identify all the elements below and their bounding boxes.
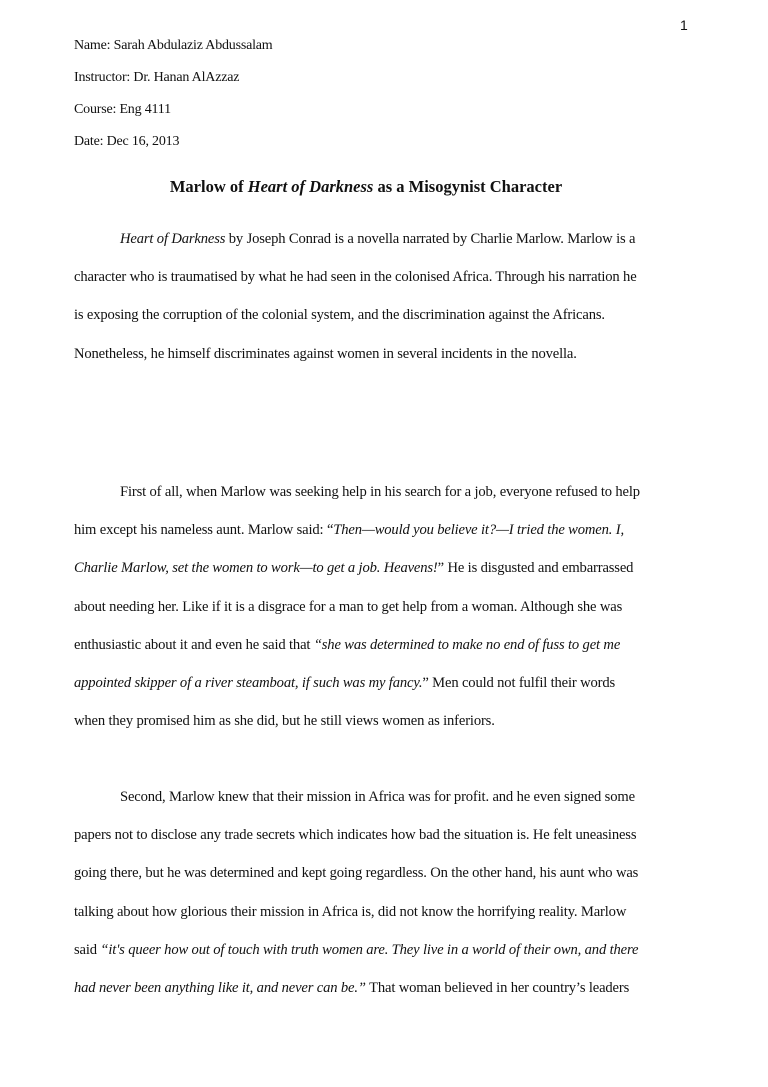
instructor-name: Instructor: Dr. Hanan AlAzzaz [74,70,240,85]
page-number: 1 [680,17,688,33]
quoted-text: Heart of Darkness [120,231,226,247]
essay-title: Marlow of Heart of Darkness as a Misogynist Character [169,177,563,196]
paragraph-2-line [74,675,615,692]
paragraph-3-line [74,980,629,997]
paragraph-1-line [120,231,635,248]
body-text: talking about how glorious their mission in Africa is, did not know the horrifying reality. Marlow [74,903,627,920]
quoted-text: Then—would you believe it?—I tried the women. I, [333,522,624,539]
body-text: said [74,941,101,958]
body-text: ” Men could not fulfil their words [422,675,616,691]
body-text: Second, Marlow knew that their mission in Africa was for profit. and he even signed some [120,789,635,805]
paragraph-3-line [74,827,636,844]
paragraph-1-line [74,269,637,286]
quoted-text: appointed skipper of a river steamboat, if such was my fancy. [74,675,423,691]
paragraph-2-line [74,599,622,616]
body-text: is exposing the corruption of the colonial system, and the discrimination against the Africans. [74,307,605,324]
paragraph-1-line [74,346,577,363]
body-text: First of all, when Marlow was seeking help in his search for a job, everyone refused to help [120,484,640,500]
quoted-text: Charlie Marlow, set the women to work—to get a job. Heavens! [74,560,438,577]
submission-date: Date: Dec 16, 2013 [74,134,180,149]
body-text: by Joseph Conrad is a novella narrated by Charlie Marlow. Marlow is a [225,231,636,247]
body-text: papers not to disclose any trade secrets which indicates how bad the situation is. He felt uneasiness [74,827,637,844]
body-text: him except his nameless aunt. Marlow said: “ [74,522,334,539]
body-text: about needing her. Like if it is a disgrace for a man to get help from a woman. Although she was [74,598,623,615]
paragraph-1-line [74,307,605,324]
student-name: Name: Sarah Abdulaziz Abdussalam [74,38,273,53]
body-text: going there, but he was determined and kept going regardless. On the other hand, his aunt who was [74,865,639,882]
quoted-text: had never been anything like it, and never can be.” [74,980,366,996]
body-text: character who is traumatised by what he had seen in the colonised Africa. Through his narration he [74,269,637,286]
quoted-text: “it's queer how out of touch with truth women are. They live in a world of their own, and there [100,941,639,958]
paragraph-2-line [74,522,624,539]
paragraph-2-line [120,484,640,501]
paragraph-2-line [74,637,620,654]
body-text: Nonetheless, he himself discriminates against women in several incidents in the novella. [74,345,577,362]
course-code: Course: Eng 4111 [74,102,171,117]
paragraph-2-line [74,560,633,577]
paragraph-3-line [120,789,635,806]
body-text: That woman believed in her country’s leaders [365,980,630,996]
paragraph-2-line [74,713,495,730]
paragraph-3-line [74,904,626,921]
body-text: when they promised him as she did, but he still views women as inferiors. [74,713,495,730]
paragraph-3-line [74,942,638,959]
quoted-text: “she was determined to make no end of fuss to get me [313,636,621,653]
body-text: ” He is disgusted and embarrassed [437,560,634,577]
paragraph-3-line [74,865,638,882]
body-text: enthusiastic about it and even he said that [74,636,314,653]
